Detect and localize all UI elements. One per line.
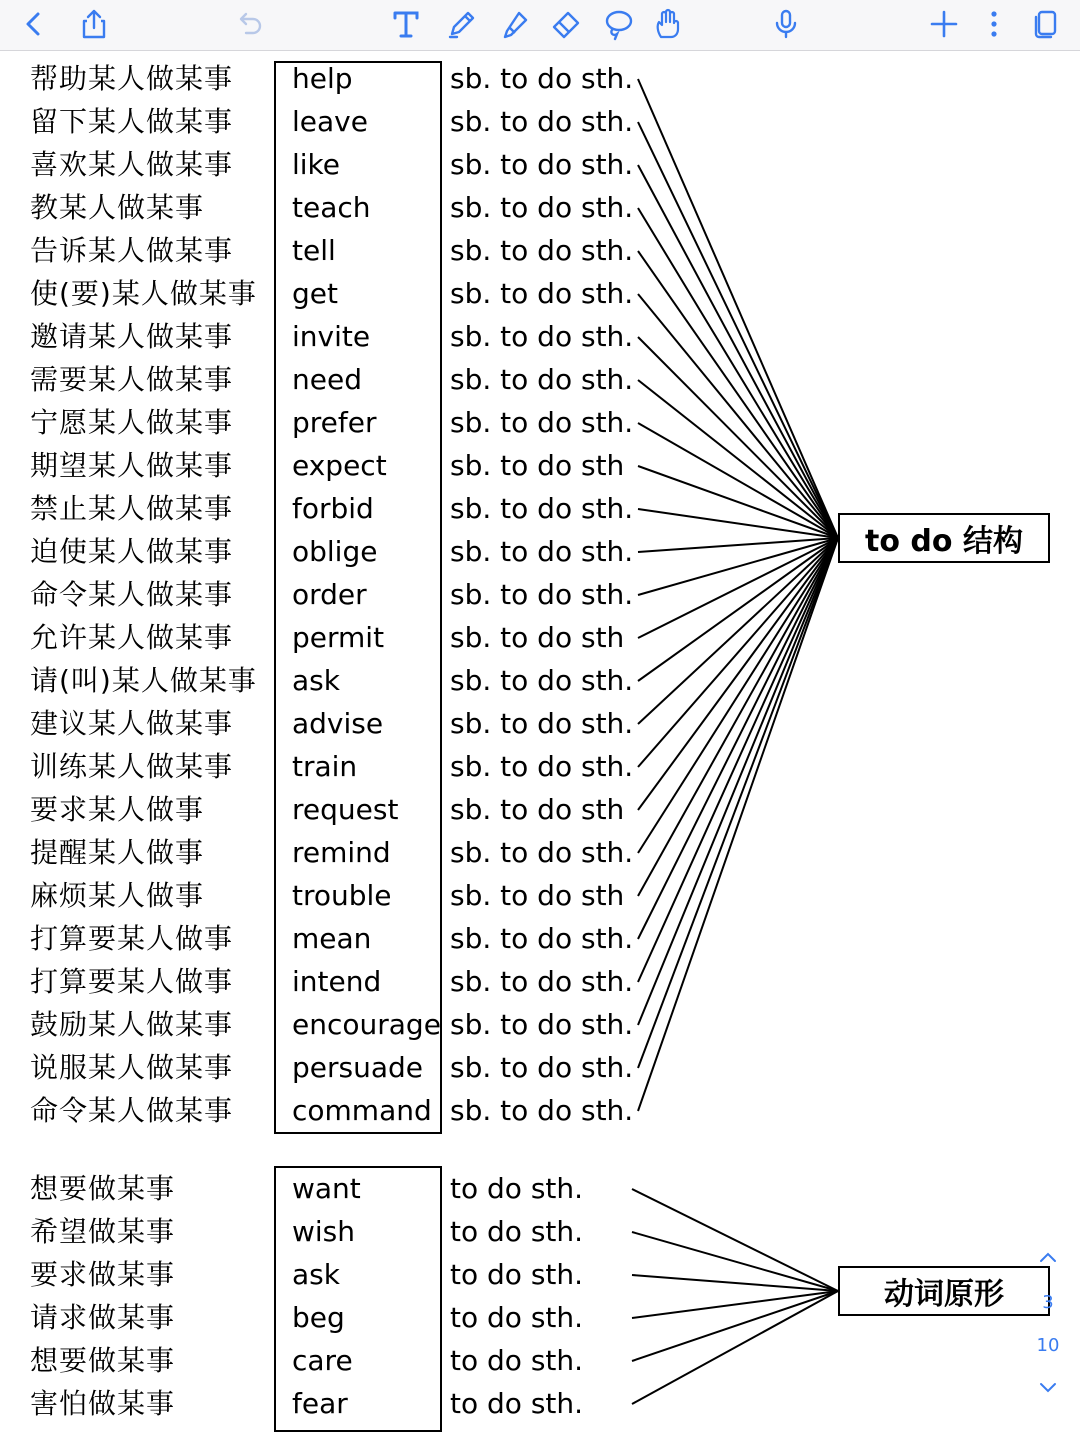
pattern-text: sb. to do sth. — [450, 406, 634, 439]
pattern-text: sb. to do sth. — [450, 1094, 634, 1127]
pattern-text: sb. to do sth. — [450, 105, 634, 138]
text-tool-icon[interactable] — [384, 2, 428, 46]
chinese-meaning: 麻烦某人做事 — [30, 879, 205, 912]
pattern-text: sb. to do sth. — [450, 707, 634, 740]
pattern-text: sb. to do sth. — [450, 578, 634, 611]
chinese-meaning: 要求做某事 — [30, 1258, 176, 1291]
verb-word: expect — [292, 449, 387, 482]
eraser-tool-icon[interactable] — [544, 2, 588, 46]
verb-word: want — [292, 1172, 361, 1205]
pattern-text: sb. to do sth. — [450, 277, 634, 310]
pattern-text: to do sth. — [450, 1258, 584, 1291]
page-total: 10 — [1036, 1335, 1060, 1356]
connector-line-base-form — [632, 1291, 838, 1404]
highlighter-tool-icon[interactable] — [492, 2, 536, 46]
pattern-text: sb. to do sth. — [450, 836, 634, 869]
chinese-meaning: 禁止某人做某事 — [30, 492, 234, 525]
connector-line-to-do — [638, 337, 838, 538]
pattern-text: sb. to do sth. — [450, 363, 634, 396]
chinese-meaning: 命令某人做某事 — [30, 1094, 234, 1127]
base-form-label: 动词原形 — [838, 1266, 1050, 1316]
pattern-text: sb. to do sth. — [450, 320, 634, 353]
chinese-meaning: 害怕做某事 — [30, 1387, 176, 1420]
verb-word: ask — [292, 1258, 340, 1291]
pattern-text: sb. to do sth. — [450, 148, 634, 181]
pattern-text: sb. to do sth — [450, 879, 625, 912]
verb-word: train — [292, 750, 358, 783]
verb-word: need — [292, 363, 362, 396]
verb-word: teach — [292, 191, 371, 224]
pattern-text: to do sth. — [450, 1172, 584, 1205]
pattern-text: sb. to do sth. — [450, 1051, 634, 1084]
chinese-meaning: 使(要)某人做某事 — [30, 277, 257, 310]
pattern-text: sb. to do sth — [450, 793, 625, 826]
pattern-text: sb. to do sth. — [450, 492, 634, 525]
verb-word: mean — [292, 922, 372, 955]
chinese-meaning: 需要某人做某事 — [30, 363, 234, 396]
verb-word: advise — [292, 707, 384, 740]
verb-word: oblige — [292, 535, 378, 568]
verb-word: remind — [292, 836, 391, 869]
share-icon[interactable] — [72, 2, 116, 46]
connector-line-to-do — [638, 538, 838, 1025]
chinese-meaning: 鼓励某人做某事 — [30, 1008, 234, 1041]
pattern-text: sb. to do sth — [450, 621, 625, 654]
hand-tool-icon[interactable] — [646, 2, 690, 46]
chinese-meaning: 训练某人做某事 — [30, 750, 234, 783]
chinese-meaning: 提醒某人做事 — [30, 836, 205, 869]
chinese-meaning: 教某人做某事 — [30, 191, 205, 224]
connector-line-to-do — [638, 538, 838, 810]
page-up-chevron-icon[interactable] — [1030, 1245, 1066, 1274]
page-current: 3 — [1042, 1292, 1054, 1313]
pattern-text: sb. to do sth. — [450, 234, 634, 267]
connector-line-to-do — [638, 538, 838, 767]
chinese-meaning: 请求做某事 — [30, 1301, 176, 1334]
chinese-meaning: 允许某人做某事 — [30, 621, 234, 654]
add-page-icon[interactable] — [922, 2, 966, 46]
connector-line-to-do — [638, 165, 838, 538]
chinese-meaning: 说服某人做某事 — [30, 1051, 234, 1084]
page-down-chevron-icon[interactable] — [1030, 1376, 1066, 1405]
pattern-text: sb. to do sth. — [450, 922, 634, 955]
pattern-text: to do sth. — [450, 1387, 584, 1420]
verb-word: wish — [292, 1215, 356, 1248]
verb-word: beg — [292, 1301, 345, 1334]
verb-word: leave — [292, 105, 368, 138]
pen-tool-icon[interactable] — [440, 2, 484, 46]
verb-word: prefer — [292, 406, 377, 439]
connector-line-base-form — [632, 1291, 838, 1318]
pattern-text: sb. to do sth. — [450, 191, 634, 224]
verb-word: tell — [292, 234, 336, 267]
microphone-icon[interactable] — [764, 2, 808, 46]
chinese-meaning: 宁愿某人做某事 — [30, 406, 234, 439]
verb-word: order — [292, 578, 367, 611]
chinese-meaning: 命令某人做某事 — [30, 578, 234, 611]
undo-icon[interactable] — [228, 2, 272, 46]
verb-word: request — [292, 793, 399, 826]
connector-line-to-do — [638, 538, 838, 552]
chinese-meaning: 邀请某人做某事 — [30, 320, 234, 353]
pattern-text: sb. to do sth. — [450, 664, 634, 697]
connector-line-to-do — [638, 538, 838, 939]
chinese-meaning: 留下某人做某事 — [30, 105, 234, 138]
pattern-text: sb. to do sth. — [450, 1008, 634, 1041]
verb-word: trouble — [292, 879, 392, 912]
connector-line-to-do — [638, 538, 838, 896]
chinese-meaning: 建议某人做某事 — [30, 707, 234, 740]
pattern-text: sb. to do sth. — [450, 750, 634, 783]
chinese-meaning: 希望做某事 — [30, 1215, 176, 1248]
pattern-text: sb. to do sth. — [450, 62, 634, 95]
connector-line-to-do — [638, 538, 838, 982]
verb-word: fear — [292, 1387, 348, 1420]
to-do-structure-label: to do 结构 — [838, 513, 1050, 563]
pages-icon[interactable] — [1024, 2, 1068, 46]
connector-line-to-do — [638, 79, 838, 538]
verb-word: get — [292, 277, 338, 310]
pattern-text: to do sth. — [450, 1344, 584, 1377]
verb-word: persuade — [292, 1051, 424, 1084]
verb-word: like — [292, 148, 341, 181]
chinese-meaning: 喜欢某人做某事 — [30, 148, 234, 181]
chinese-meaning: 请(叫)某人做某事 — [30, 664, 257, 697]
verb-word: encourage — [292, 1008, 441, 1041]
verb-word: invite — [292, 320, 371, 353]
verb-word: care — [292, 1344, 353, 1377]
connector-line-to-do — [638, 538, 838, 1068]
chinese-meaning: 打算要某人做事 — [30, 922, 234, 955]
pattern-text: sb. to do sth. — [450, 965, 634, 998]
more-options-icon[interactable] — [972, 2, 1016, 46]
pattern-text: to do sth. — [450, 1215, 584, 1248]
pattern-text: sb. to do sth — [450, 449, 625, 482]
pattern-text: sb. to do sth. — [450, 535, 634, 568]
verb-word: ask — [292, 664, 340, 697]
verb-word: command — [292, 1094, 432, 1127]
chinese-meaning: 告诉某人做某事 — [30, 234, 234, 267]
chinese-meaning: 帮助某人做某事 — [30, 62, 234, 95]
connector-line-base-form — [632, 1291, 838, 1361]
chinese-meaning: 迫使某人做某事 — [30, 535, 234, 568]
chinese-meaning: 想要做某事 — [30, 1344, 176, 1377]
chinese-meaning: 打算要某人做事 — [30, 965, 234, 998]
back-chevron-icon[interactable] — [12, 2, 56, 46]
chinese-meaning: 要求某人做事 — [30, 793, 205, 826]
pattern-text: to do sth. — [450, 1301, 584, 1334]
connector-line-to-do — [638, 251, 838, 538]
verb-word: help — [292, 62, 353, 95]
verb-word: intend — [292, 965, 382, 998]
verb-word: permit — [292, 621, 385, 654]
lasso-tool-icon[interactable] — [596, 2, 640, 46]
chinese-meaning: 想要做某事 — [30, 1172, 176, 1205]
verb-word: forbid — [292, 492, 374, 525]
note-page[interactable] — [0, 51, 1080, 1440]
chinese-meaning: 期望某人做某事 — [30, 449, 234, 482]
top-toolbar — [0, 0, 1080, 51]
connector-line-to-do — [638, 208, 838, 538]
